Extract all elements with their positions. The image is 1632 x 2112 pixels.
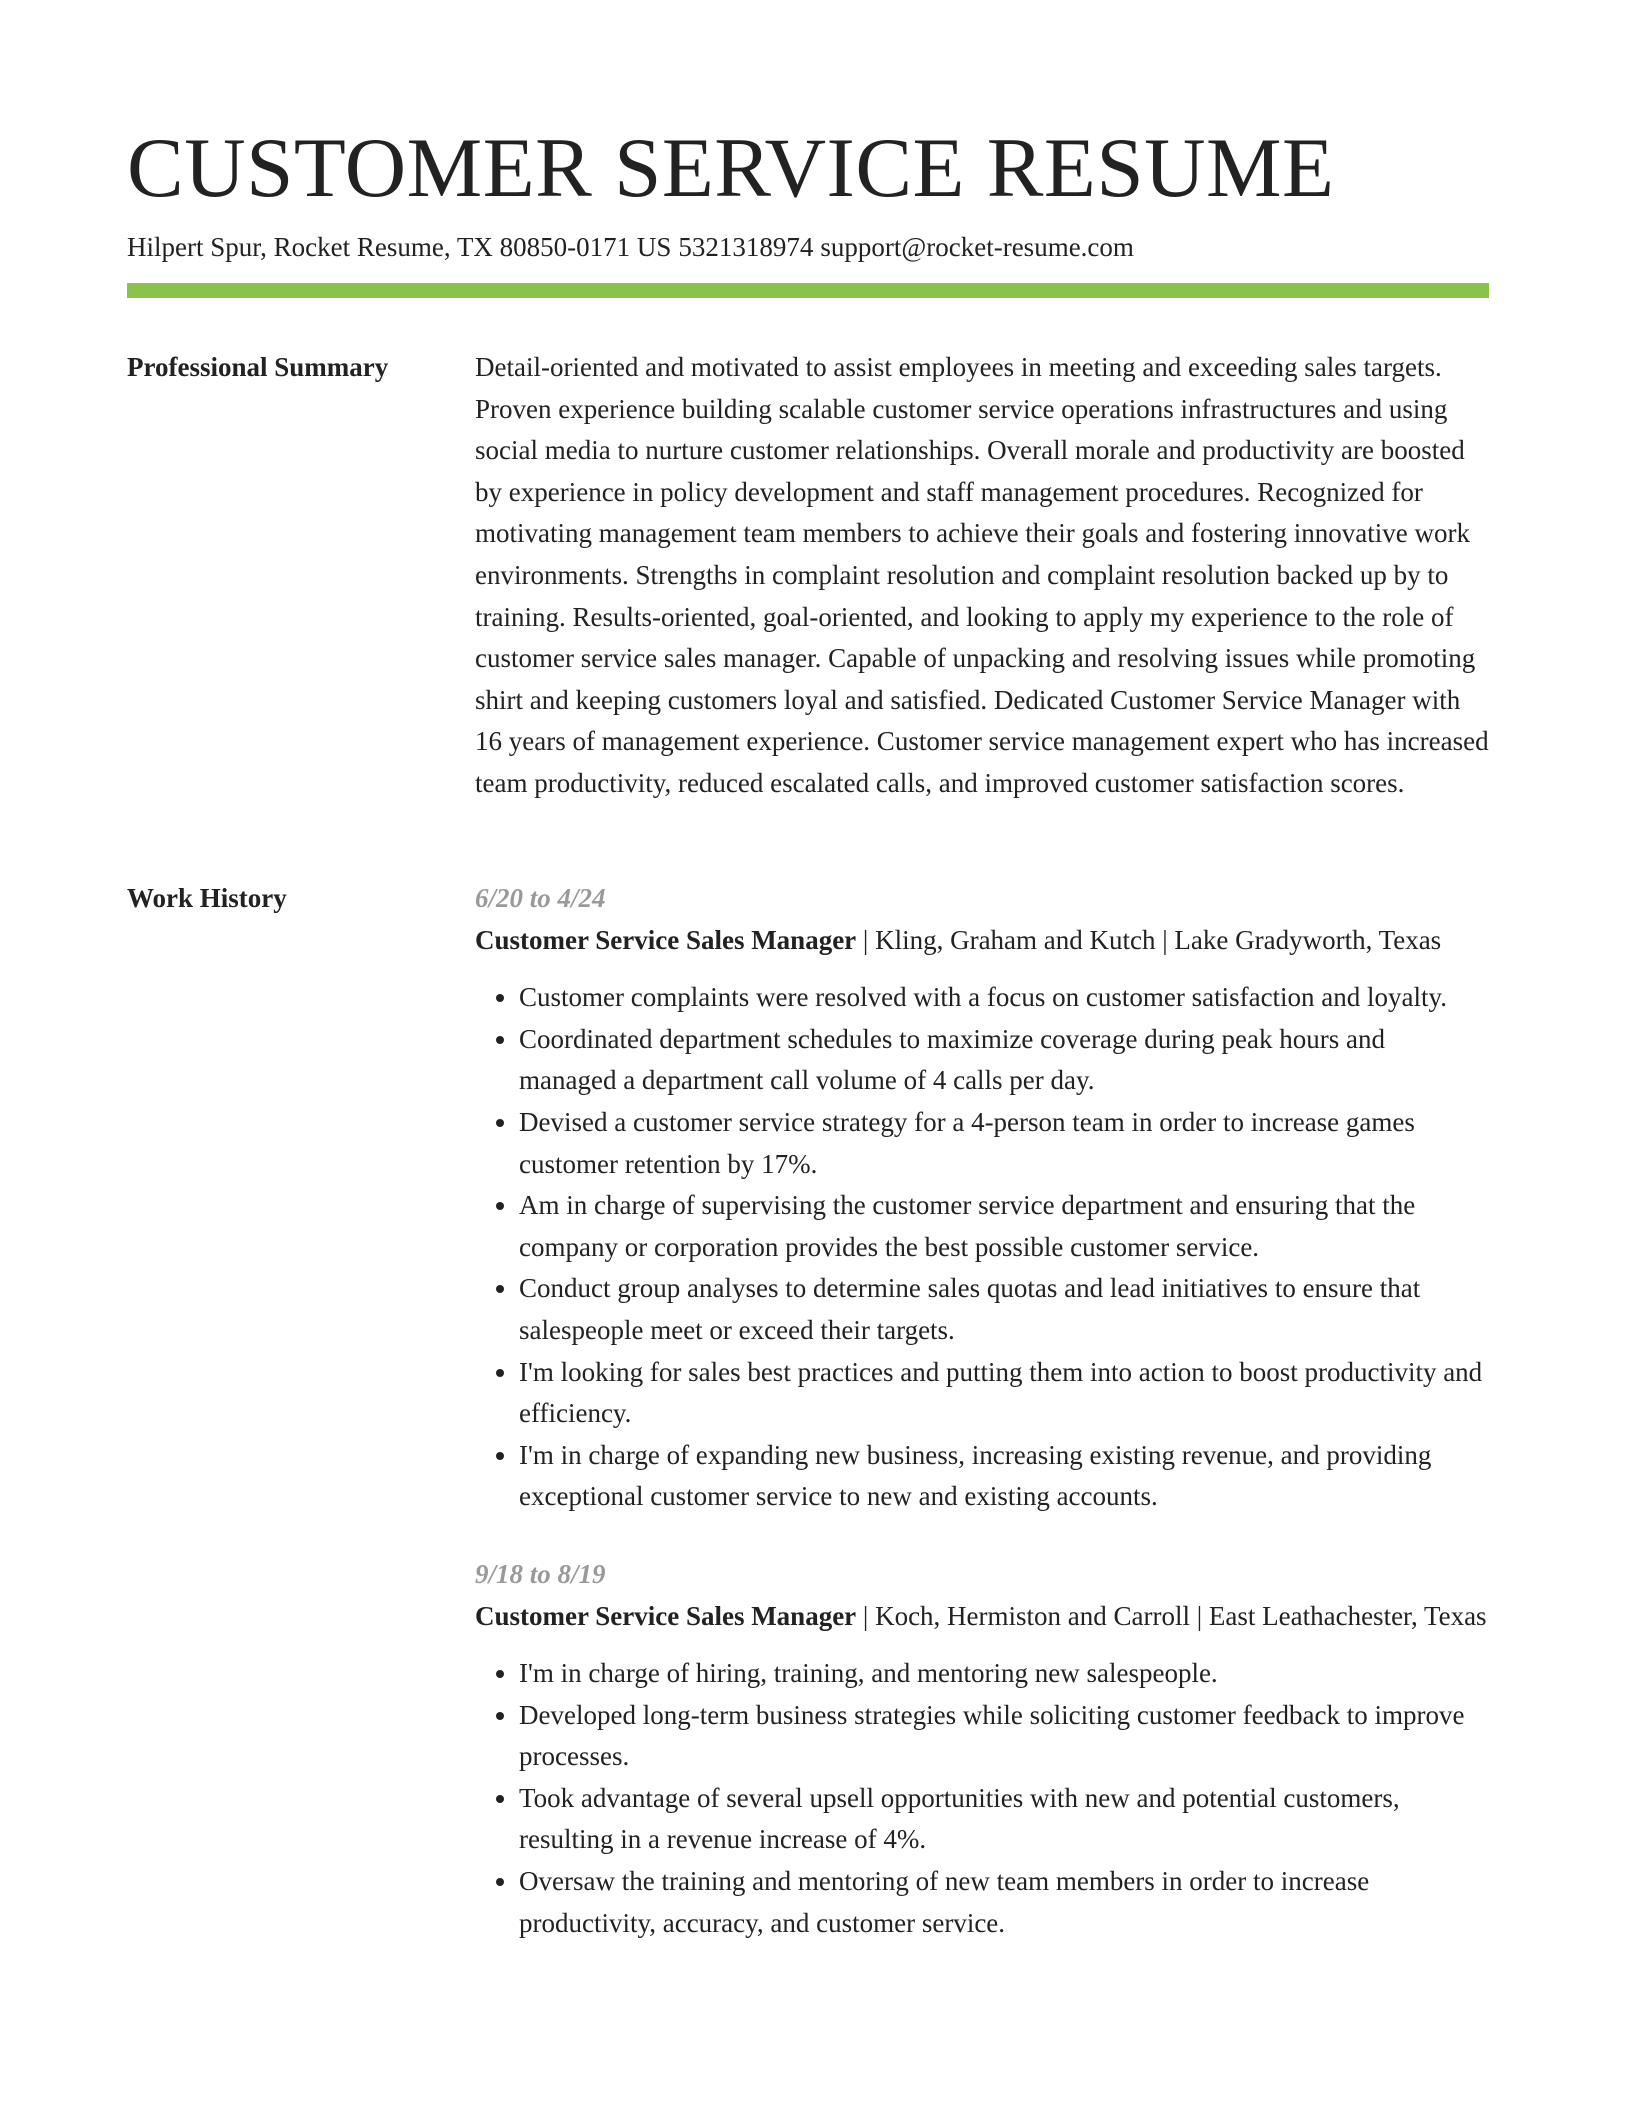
job-entry	[475, 878, 1489, 1518]
job-bullet: • Coordinated department schedules to maximize coverage during peak hours and managed a department call volume of 4 calls per day.	[519, 1019, 1489, 1102]
job-title: Customer Service Sales Manager	[475, 1600, 857, 1631]
job-bullet: • Took advantage of several upsell opportunities with new and potential customers, resulting in a revenue increase of 4%.	[519, 1778, 1489, 1861]
job-title: Customer Service Sales Manager	[475, 924, 857, 955]
work-history-heading: Work History	[127, 883, 287, 913]
job-details: | Kling, Graham and Kutch | Lake Gradyworth, Texas	[856, 924, 1442, 955]
job-heading	[475, 920, 1489, 962]
contact-phone: 5321318974	[678, 232, 814, 262]
job-bullet: • Devised a customer service strategy for a 4-person team in order to increase games customer retention by 17%.	[519, 1102, 1489, 1185]
header-divider	[127, 283, 1489, 298]
job-dates: 6/20 to 4/24	[475, 883, 606, 913]
contact-address: Hilpert Spur, Rocket Resume, TX 80850-0171 US	[127, 232, 672, 262]
job-bullet-list	[475, 1653, 1489, 1944]
summary-body	[475, 347, 1489, 805]
resume-title: CUSTOMER SERVICE RESUME	[127, 121, 1335, 215]
job-bullet: • I'm in charge of hiring, training, and mentoring new salespeople.	[519, 1653, 1489, 1695]
work-history-body	[475, 878, 1489, 1980]
job-details: | Koch, Hermiston and Carroll | East Leathachester, Texas	[856, 1600, 1487, 1631]
summary-text: Detail-oriented and motivated to assist employees in meeting and exceeding sales targets. Proven experience building scalable customer service operations infrastructures and using social media to nurture customer relationships. Overall morale and productivity are boosted by experience in policy development and staff management procedures. Recognized for motivating management team members to achieve their goals and fostering innovative work environments. Strengths in complaint resolution and complaint resolution backed up by to training. Results-oriented, goal-oriented, and looking to apply my experience to the role of customer service sales manager. Capable of unpacking and resolving issues while promoting shirt and keeping customers loyal and satisfied. Dedicated Customer Service Manager with 16 years of management experience. Customer service management expert who has increased team productivity, reduced escalated calls, and improved customer satisfaction scores.	[475, 352, 1489, 798]
job-dates: 9/18 to 8/19	[475, 1558, 606, 1589]
contact-line	[127, 230, 1141, 264]
job-bullet: • Conduct group analyses to determine sales quotas and lead initiatives to ensure that salespeople meet or exceed their targets.	[519, 1268, 1489, 1351]
job-bullet: • Am in charge of supervising the customer service department and ensuring that the company or corporation provides the best possible customer service.	[519, 1185, 1489, 1268]
job-bullet: • Customer complaints were resolved with a focus on customer satisfaction and loyalty.	[519, 977, 1489, 1019]
job-heading	[475, 1596, 1489, 1638]
job-bullet: • I'm in charge of expanding new business, increasing existing revenue, and providing exceptional customer service to new and existing accounts.	[519, 1435, 1489, 1518]
job-bullet-list	[475, 977, 1489, 1518]
job-bullet: • I'm looking for sales best practices and putting them into action to boost productivity and efficiency.	[519, 1352, 1489, 1435]
job-bullet: • Developed long-term business strategies while soliciting customer feedback to improve processes.	[519, 1695, 1489, 1778]
summary-heading: Professional Summary	[127, 352, 389, 382]
contact-email: support@rocket-resume.com	[820, 232, 1134, 262]
job-bullet: • Oversaw the training and mentoring of new team members in order to increase productivity, accuracy, and customer service.	[519, 1861, 1489, 1944]
job-entry	[475, 1554, 1489, 1944]
